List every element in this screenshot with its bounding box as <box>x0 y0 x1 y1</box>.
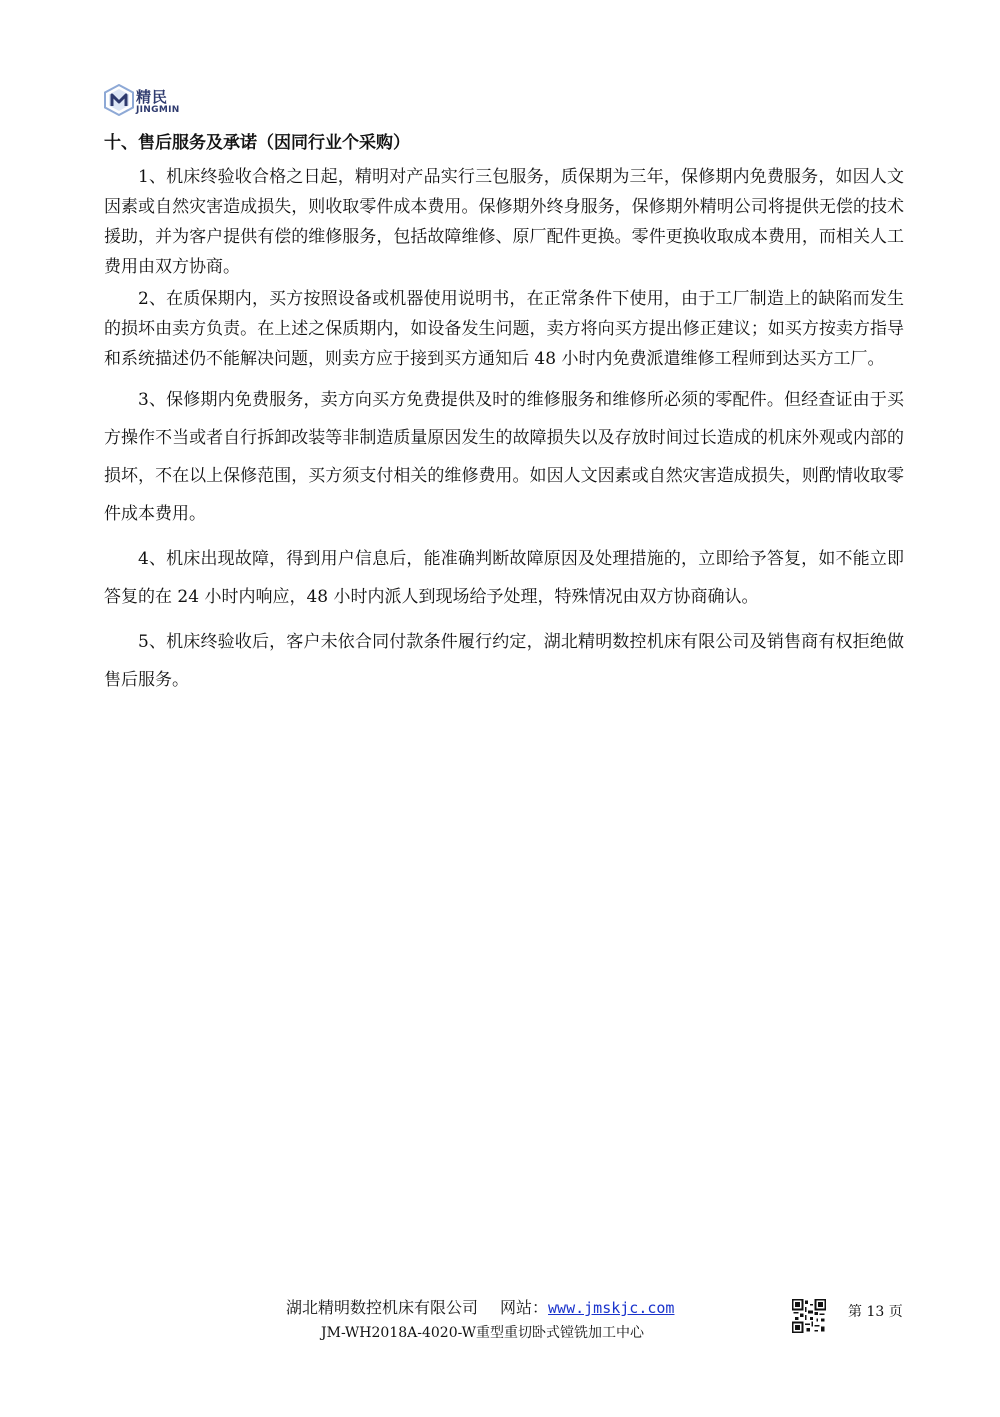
qr-code-icon <box>792 1299 826 1333</box>
logo-english-text: JINGMIN <box>136 105 180 115</box>
footer-site-label: 网站： <box>500 1298 549 1317</box>
jingmin-logo-icon <box>104 84 134 116</box>
footer-company-line <box>286 1295 674 1318</box>
company-logo <box>104 84 196 120</box>
body-content <box>104 162 904 699</box>
logo-chinese-text: 精民 <box>136 88 169 106</box>
paragraph-2: 2、在质保期内，买方按照设备或机器使用说明书，在正常条件下使用，由于工厂制造上的缺陷而发生的损坏由卖方负责。在上述之保质期内，如设备发生问题，卖方将向买方提出修正建议；如买方按卖方指导和系统描述仍不能解决问题，则卖方应于接到买方通知后 48 小时内免费派遣维修工程师到达买方工厂。 <box>104 289 904 369</box>
paragraph-1: 1、机床终验收合格之日起，精明对产品实行三包服务，质保期为三年，保修期内免费服务，如因人文因素或自然灾害造成损失，则收取零件成本费用。保修期外终身服务，保修期外精明公司将提供无偿的技术援助，并为客户提供有偿的维修服务，包括故障维修、原厂配件更换。零件更换收取成本费用，而相关人工费用由双方协商。 <box>104 167 904 277</box>
footer-company-name: 湖北精明数控机床有限公司 <box>286 1298 479 1317</box>
paragraph-5: 5、机床终验收后，客户未依合同付款条件履行约定，湖北精明数控机床有限公司及销售商有权拒绝做售后服务。 <box>104 632 904 690</box>
page-footer <box>0 1295 1000 1355</box>
section-title: 十、售后服务及承诺（因同行业个采购） <box>104 133 410 153</box>
paragraph-3: 3、保修期内免费服务，卖方向买方免费提供及时的维修服务和维修所必须的零配件。但经查证由于买方操作不当或者自行拆卸改装等非制造质量原因发生的故障损失以及存放时间过长造成的机床外观或内部的损坏，不在以上保修范围，买方须支付相关的维修费用。如因人文因素或自然灾害造成损失，则酌情收取零件成本费用。 <box>104 390 904 524</box>
paragraph-4: 4、机床出现故障，得到用户信息后，能准确判断故障原因及处理措施的，立即给予答复，如不能立即答复的在 24 小时内响应，48 小时内派人到现场给予处理，特殊情况由双方协商确认。 <box>104 549 904 607</box>
footer-model-name: JM-WH2018A-4020-W重型重切卧式镗铣加工中心 <box>321 1325 644 1341</box>
website-link[interactable]: www.jmskjc.com <box>548 1299 675 1317</box>
page-number: 第 13 页 <box>848 1304 903 1320</box>
